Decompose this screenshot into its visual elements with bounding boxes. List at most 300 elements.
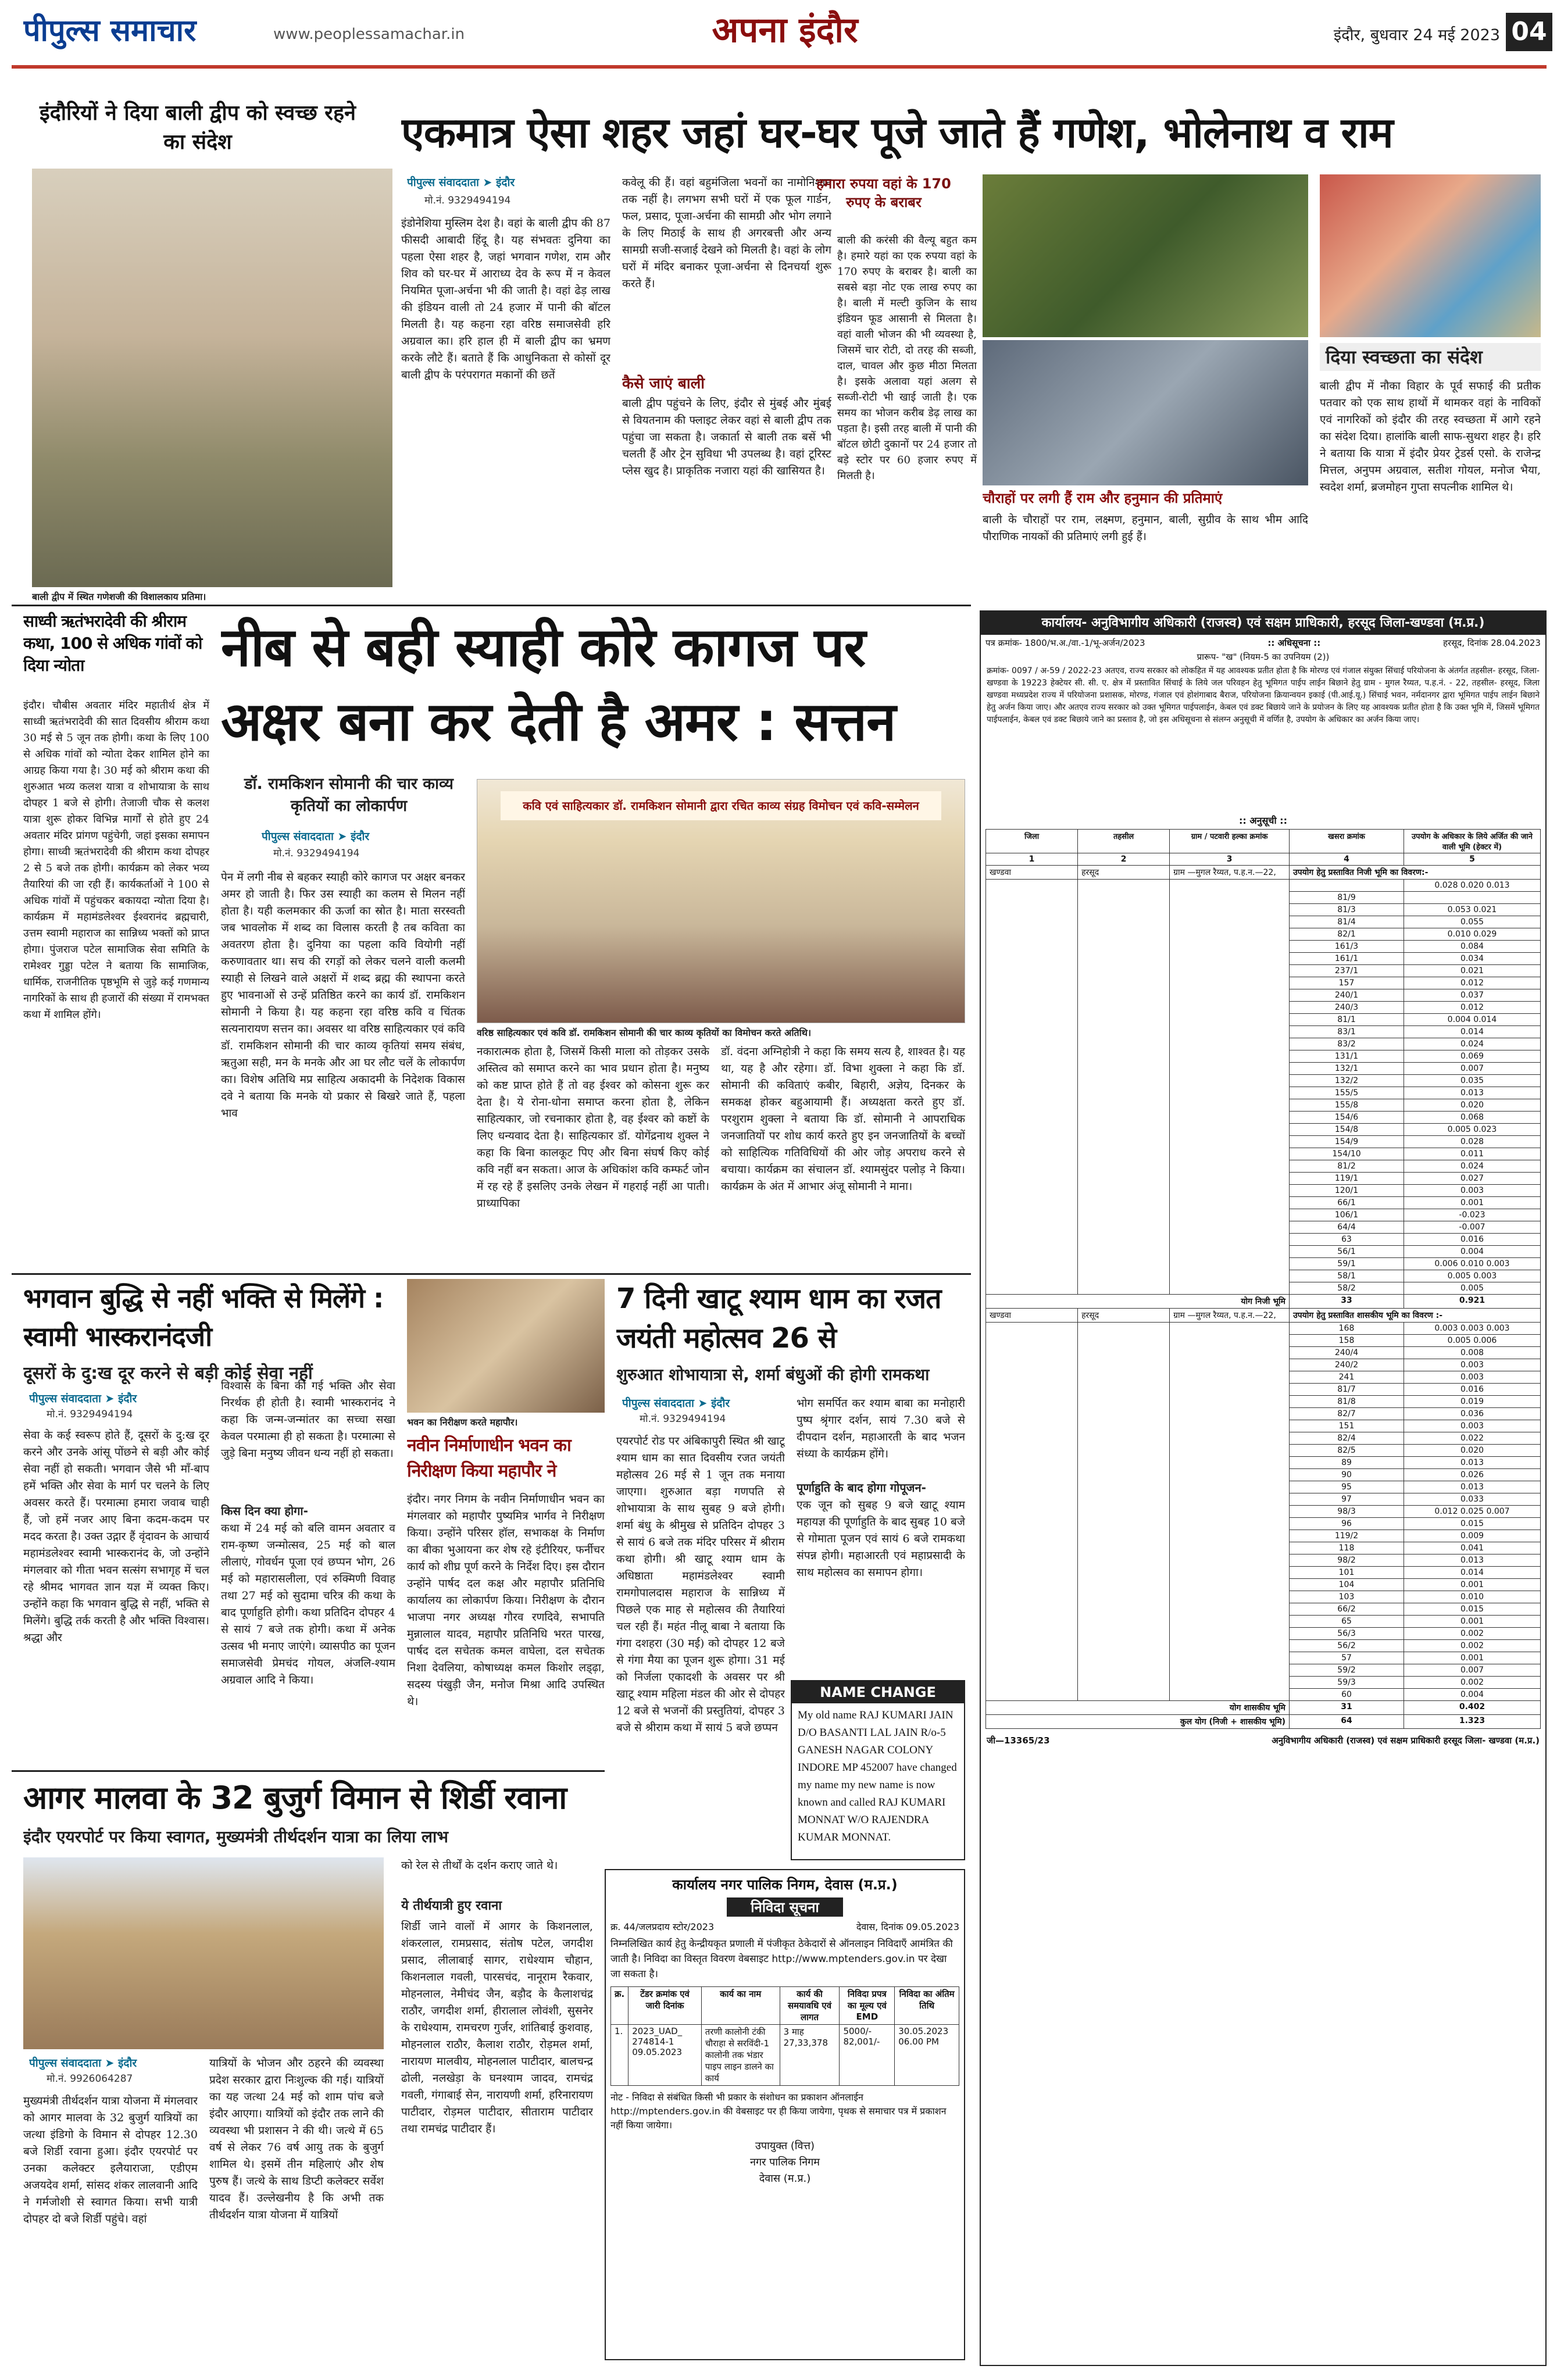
bhawan-photo-caption: भवन का निरीक्षण करते महापौर। <box>407 1417 518 1428</box>
schedule-empty <box>986 1420 1078 1432</box>
schedule-empty <box>986 1542 1078 1554</box>
schedule-row <box>986 880 1541 892</box>
nib-photo-banner: कवि एवं साहित्यकार डॉ. रामकिशन सोमानी द्वारा रचित काव्य संग्रह विमोचन एवं कवि-सम्मेलन <box>501 791 941 820</box>
schedule-area: 0.013 <box>1404 1554 1540 1567</box>
schedule-empty <box>986 1579 1078 1591</box>
schedule-area: 0.013 <box>1404 1457 1540 1469</box>
name-change-title: NAME CHANGE <box>792 1681 964 1703</box>
bhakti-sub: किस दिन क्या होगा- <box>221 1504 308 1518</box>
schedule-empty <box>986 1246 1078 1258</box>
schedule-empty <box>1170 1099 1290 1112</box>
bhakti-subhead: दूसरों के दु:ख दूर करने से बड़ी कोई सेवा नहीं <box>23 1363 313 1384</box>
bhakti-mobile: मो.नं. 9329494194 <box>47 1409 133 1420</box>
schedule-empty <box>1078 1432 1170 1445</box>
tender-intro: निम्नलिखित कार्य हेतु केन्द्रीयकृत प्रणाली में पंजीकृत ठेकेदारों से ऑनलाइन निविदाएँ आमंत्रित की जाती है। निविदा का विस्तृत विवरण वेबसाइट http://www.mptenders.gov.in पर देखा जा सकता है। <box>610 1938 953 1980</box>
schedule-area: 0.001 <box>1404 1579 1540 1591</box>
schedule-row <box>986 1359 1541 1371</box>
schedule-grand-count: 64 <box>1290 1715 1404 1729</box>
schedule-row <box>986 904 1541 916</box>
schedule-empty <box>986 1014 1078 1026</box>
schedule-area: 0.035 <box>1404 1075 1540 1087</box>
schedule-colnum: 1 <box>986 853 1078 866</box>
schedule-empty <box>1078 916 1170 928</box>
nib-col2: नकारात्मक होता है, जिसमें किसी माला को तोड़कर उसके अस्तित्व को समाप्त करने का भाव प्रधान होता है। मनुष्य को कष्ट प्राप्त होते हैं तो वह ईश्वर को कोसना शुरू कर देता है। ये रोना-धोना समाप्त करना होता है, लेकिन साहित्यकार, जो रचनाकार होता है, वह ईश्वर को कष्टों के लिए धन्यवाद देता है। साहित्यकार डॉ. योगेंद्रनाथ शुक्ल ने कहा कि बिना कालकूट पिए और बिना संघर्ष किए कोई कवि नहीं बन सकता। आज के अधिकांश कवि कम्फर्ट जोन में रह रहे हैं इसलिए उनके लेखन में गहराई नहीं आ पाती। प्राध्यापिका <box>477 1045 709 1210</box>
schedule-grid <box>985 829 1541 1729</box>
schedule-empty <box>1078 1652 1170 1664</box>
shirdi-col3b: शिर्डी जाने वालों में आगर के किशनलाल, शंकरलाल, रामप्रसाद, संतोष पटेल, जगदीश प्रसाद, लीलाबाई सागर, राधेश्याम चौहान, किशनलाल गवली, पारसचंद, नानूराम रैकवार, मोहनलाल, नेमीचंद जैन, बड़ौद के कैलाशचंद्र राठौर, जगदीश शर्मा, हीरालाल लोवंशी, सुसनेर के राधेश्याम, रामचरण गुर्जर, शांतिबाई कुशवाह, मोहनलाल राठौर, कैलाश राठौर, रोड़मल शर्मा, नारायण मालवीय, मोहनलाल पाटीदार, बालचन्द्र ढोली, नलखेड़ा के घनश्याम जादव, रामचंद्र गवली, गंगाबाई सेन, नारायणी शर्मा, हरिनारायण पाटीदार, रोड़मल पाटीदार, सीताराम पाटीदार तथा रामचंद्र पाटीदार हैं। <box>401 1920 593 2135</box>
schedule-empty <box>986 989 1078 1002</box>
shirdi-mobile: मो.नं. 9926064287 <box>47 2073 133 2085</box>
tender-header: निविदा प्रपत्र का मूल्य एवं EMD <box>840 1987 895 2025</box>
legal-notice-title: :: अधिसूचना :: <box>1267 638 1321 648</box>
schedule-empty <box>1078 1603 1170 1616</box>
schedule-area: 0.013 <box>1404 1087 1540 1099</box>
schedule-empty <box>1170 1014 1290 1026</box>
schedule-khasra: 106/1 <box>1290 1209 1404 1221</box>
bhawan-headline: नवीन निर्माणाधीन भवन का निरीक्षण किया महापौर ने <box>407 1435 571 1481</box>
shirdi-headline: आगर मालवा के 32 बुजुर्ग विमान से शिर्डी रवाना <box>23 1779 567 1816</box>
schedule-header: ग्राम / पटवारी हल्का क्रमांक <box>1170 830 1290 853</box>
schedule-area: 0.005 0.003 <box>1404 1270 1540 1282</box>
schedule-area: 0.068 <box>1404 1112 1540 1124</box>
schedule-khasra: 154/10 <box>1290 1148 1404 1160</box>
schedule-empty <box>1078 1124 1170 1136</box>
schedule-empty <box>1170 1628 1290 1640</box>
schedule-khasra: 161/1 <box>1290 953 1404 965</box>
schedule-empty <box>1170 1384 1290 1396</box>
schedule-area <box>1404 892 1540 904</box>
schedule-area: 0.027 <box>1404 1173 1540 1185</box>
schedule-empty <box>1078 1445 1170 1457</box>
side-title: दिया स्वच्छता का संदेश <box>1320 343 1541 371</box>
schedule-empty <box>1078 1112 1170 1124</box>
schedule-khasra: 120/1 <box>1290 1185 1404 1197</box>
schedule-empty <box>1078 1099 1170 1112</box>
schedule-row <box>986 1432 1541 1445</box>
schedule-area: 0.028 0.020 0.013 <box>1404 880 1540 892</box>
schedule-tehsil: हरसूद <box>1078 1309 1170 1323</box>
schedule-empty <box>1170 1677 1290 1689</box>
schedule-khasra: 132/2 <box>1290 1075 1404 1087</box>
schedule-empty <box>1078 1234 1170 1246</box>
schedule-khasra: 119/1 <box>1290 1173 1404 1185</box>
schedule-grand-label: कुल योग (निजी + शासकीय भूमि) <box>986 1715 1290 1729</box>
tender-cell: 1. <box>611 2025 628 2086</box>
schedule-empty <box>986 1445 1078 1457</box>
schedule-empty <box>986 1087 1078 1099</box>
schedule-village: ग्राम —मुगल रैय्यत, प.ह.न.—22, <box>1170 1309 1290 1323</box>
schedule-empty <box>986 1270 1078 1282</box>
schedule-empty <box>1170 1173 1290 1185</box>
schedule-empty <box>986 892 1078 904</box>
bhawan-body: इंदौर। नगर निगम के नवीन निर्माणाधीन भवन का मंगलवार को महापौर पुष्यमित्र भार्गव ने निरीक्षण किया। उन्होंने परिसर हॉल, सभाकक्ष के निर्माण का बीका भुआयना कर शेष रहे इंटीरियर, फर्नीचर कार्य को शीघ्र पूर्ण करने के निर्देश दिए। इस दौरान उन्होंने पार्षद दल कक्ष और महापौर प्रतिनिधि कार्यालय का लोकार्पण किया। निरीक्षण के दौरान भाजपा नगर अध्यक्ष गौरव रणदिवे, सभापति मुन्नालाल यादव, महापौर प्रतिनिधि भरत पारख, पार्षद दल सचेतक कमल वाघेला, दल सचेतक निशा देवलिया, कोषाध्यक्ष कमल किशोर लड्ढ़ा, सदस्य पंखुड़ी जैन, मनोज मिश्रा आदि उपस्थित थे। <box>407 1493 605 1708</box>
schedule-khasra: 64/4 <box>1290 1221 1404 1234</box>
schedule-row <box>986 1347 1541 1359</box>
schedule-khasra: 155/5 <box>1290 1087 1404 1099</box>
bali-byline: पीपुल्स संवाददाता ➤ इंदौर <box>407 176 515 189</box>
schedule-khasra: 56/2 <box>1290 1640 1404 1652</box>
legal-date: हरसूद, दिनांक 28.04.2023 <box>1443 638 1541 648</box>
schedule-empty <box>1078 1469 1170 1481</box>
bhakti-headline: भगवान बुद्धि से नहीं भक्ति से मिलेंगे : स्वामी भास्करानंदजी <box>23 1282 384 1352</box>
schedule-area: 0.024 <box>1404 1038 1540 1050</box>
schedule-empty <box>1170 1075 1290 1087</box>
schedule-empty <box>986 1347 1078 1359</box>
schedule-khasra: 58/2 <box>1290 1282 1404 1295</box>
schedule-khasra: 82/5 <box>1290 1445 1404 1457</box>
schedule-empty <box>986 1075 1078 1087</box>
schedule-khasra: 90 <box>1290 1469 1404 1481</box>
tender-subtitle: निविदा सूचना <box>727 1897 843 1917</box>
schedule-khasra: 98/2 <box>1290 1554 1404 1567</box>
schedule-empty <box>1170 1258 1290 1270</box>
schedule-area: 0.022 <box>1404 1432 1540 1445</box>
schedule-empty <box>986 1689 1078 1701</box>
brand-logo <box>23 10 291 57</box>
schedule-part-row <box>986 866 1541 880</box>
bhakti-col2: विश्वास के बिना की गई भक्ति और सेवा निरर्थक ही होती है। स्वामी भास्करानंद ने कहा कि जन्म-जन्मांतर का सच्चा सखा केवल परमात्मा ही हो सकता है। परमात्मा से जुड़े बिना मनुष्य जीवन धन्य नहीं हो सकता। <box>221 1380 395 1460</box>
schedule-khasra: 240/2 <box>1290 1359 1404 1371</box>
legal-sign: अनुविभागीय अधिकारी (राजस्व) एवं सक्षम प्राधिकारी हरसूद जिला- खण्डवा (म.प्र.) <box>1272 1735 1540 1746</box>
schedule-empty <box>1170 1518 1290 1530</box>
schedule-khasra: 158 <box>1290 1335 1404 1347</box>
schedule-part-row <box>986 1309 1541 1323</box>
schedule-area: 0.037 <box>1404 989 1540 1002</box>
schedule-empty <box>1078 1542 1170 1554</box>
tender-header-row <box>611 1987 959 2025</box>
shirdi-col1: मुख्यमंत्री तीर्थदर्शन यात्रा योजना में मंगलवार को आगर मालवा के 32 बुजुर्ग यात्रियों का जत्था इंडिगो के विमान से दोपहर 12.30 बजे शिर्डी रवाना हुआ। इंदौर एयरपोर्ट पर उनका कलेक्टर इलैयाराजा, एडीएम अजयदेव शर्मा, सांसद शंकर लालवानी आदि ने गर्मजोशी से स्वागत किया। सभी यात्री दोपहर दो बजे शिर्डी पहुंचे। वहां <box>23 2095 198 2225</box>
schedule-row <box>986 1087 1541 1099</box>
tender-sign1: उपायुक्त (वित्त) <box>755 2140 815 2152</box>
schedule-row <box>986 1112 1541 1124</box>
schedule-khasra: 240/4 <box>1290 1347 1404 1359</box>
schedule-colnum-row <box>986 853 1541 866</box>
schedule-khasra: 154/6 <box>1290 1112 1404 1124</box>
schedule-empty <box>1170 1591 1290 1603</box>
tender-ref: क्र. 44/जलप्रदाय स्टोर/2023 <box>610 1921 715 1932</box>
legal-ref: पत्र क्रमांक- 1800/भ.अ./वा.-1/भू-अर्जन/2023 <box>985 638 1145 648</box>
schedule-colnum: 4 <box>1290 853 1404 866</box>
schedule-row <box>986 1221 1541 1234</box>
legal-notice <box>980 610 1547 2366</box>
schedule-row <box>986 1420 1541 1432</box>
schedule-empty <box>986 1530 1078 1542</box>
schedule-khasra: 157 <box>1290 977 1404 989</box>
schedule-row <box>986 1258 1541 1270</box>
schedule-khasra: 81/2 <box>1290 1160 1404 1173</box>
schedule-area: 0.024 <box>1404 1160 1540 1173</box>
schedule-area: 0.015 <box>1404 1518 1540 1530</box>
schedule-empty <box>986 1518 1078 1530</box>
schedule-empty <box>1170 1026 1290 1038</box>
nib-col3: डॉ. वंदना अग्निहोत्री ने कहा कि समय सत्य है, शाश्वत है। यह था, यह है और रहेगा। डॉ. विभा शुक्ला ने कहा कि डॉ. सोमानी की कविताएं कबीर, बिहारी, अज्ञेय, दिनकर के समकक्ष होकर बहुआयामी हैं। अध्यक्षता करते हुए डॉ. परशुराम शुक्ला ने बताया कि डॉ. सोमानी ने आपराधिक जनजातियों पर शोध कार्य करते हुए इन जनजातियों के बच्चों को साहित्यिक गतिविधियों की ओर जोड़ अपराध करने से बचाया। कार्यक्रम का संचालन डॉ. श्यामसुंदर पलोड़ ने किया। कार्यक्रम के अंत में आभार अंजू सोमानी ने माना। <box>721 1045 965 1193</box>
schedule-empty <box>1170 1323 1290 1335</box>
schedule-total-row <box>986 1701 1541 1715</box>
schedule-grand-row <box>986 1715 1541 1729</box>
schedule-empty <box>1170 1185 1290 1197</box>
schedule-row <box>986 1445 1541 1457</box>
schedule-empty <box>1170 1469 1290 1481</box>
schedule-area: 0.012 <box>1404 977 1540 989</box>
schedule-empty <box>986 1481 1078 1493</box>
schedule-area: 0.055 <box>1404 916 1540 928</box>
schedule-empty <box>1170 965 1290 977</box>
schedule-empty <box>1170 928 1290 941</box>
schedule-khasra: 237/1 <box>1290 965 1404 977</box>
schedule-row <box>986 892 1541 904</box>
schedule-row <box>986 1075 1541 1087</box>
schedule-empty <box>986 1050 1078 1063</box>
schedule-area: 0.003 <box>1404 1371 1540 1384</box>
schedule-khasra: 59/1 <box>1290 1258 1404 1270</box>
schedule-area: 0.041 <box>1404 1542 1540 1554</box>
tender-row <box>611 2025 959 2086</box>
schedule-area: 0.005 0.023 <box>1404 1124 1540 1136</box>
tender-cell: 30.05.2023 06.00 PM <box>895 2025 959 2086</box>
schedule-area: 0.002 <box>1404 1628 1540 1640</box>
schedule-empty <box>1078 1282 1170 1295</box>
schedule-empty <box>1170 1506 1290 1518</box>
schedule-area: 0.016 <box>1404 1384 1540 1396</box>
schedule-empty <box>1170 916 1290 928</box>
schedule-row <box>986 1246 1541 1258</box>
schedule-empty <box>1170 1554 1290 1567</box>
schedule-total-row <box>986 1295 1541 1309</box>
schedule-empty <box>1170 1408 1290 1420</box>
schedule-empty <box>986 1384 1078 1396</box>
schedule-empty <box>1170 1148 1290 1160</box>
schedule-empty <box>1078 1014 1170 1026</box>
schedule-area: 0.036 <box>1404 1408 1540 1420</box>
schedule-khasra: 60 <box>1290 1689 1404 1701</box>
schedule-row <box>986 1099 1541 1112</box>
schedule-header: तहसील <box>1078 830 1170 853</box>
tender-notice <box>605 1869 965 2360</box>
schedule-empty <box>986 1469 1078 1481</box>
tender-sign2: नगर पालिक निगम <box>749 2156 820 2168</box>
schedule-row <box>986 1197 1541 1209</box>
schedule-khasra: 154/9 <box>1290 1136 1404 1148</box>
schedule-row <box>986 1173 1541 1185</box>
schedule-empty <box>986 1002 1078 1014</box>
schedule-khasra: 240/3 <box>1290 1002 1404 1014</box>
schedule-colnum: 3 <box>1170 853 1290 866</box>
schedule-empty <box>1078 1530 1170 1542</box>
schedule-empty <box>986 916 1078 928</box>
schedule-empty <box>1078 1493 1170 1506</box>
ganesh-photo <box>32 169 392 587</box>
schedule-empty <box>1170 1640 1290 1652</box>
schedule-khasra: 101 <box>1290 1567 1404 1579</box>
schedule-empty <box>986 880 1078 892</box>
schedule-empty <box>1078 1323 1170 1335</box>
schedule-empty <box>1170 1493 1290 1506</box>
nib-byline: पीपुल्स संवाददाता ➤ इंदौर <box>262 830 370 843</box>
bali-col1: इंडोनेशिया मुस्लिम देश है। वहां के बाली द्वीप की 87 फीसदी आबादी हिंदू है। यह संभवतः दुनिया का पहला ऐसा शहर है, जहां भगवान गणेश, राम और शिव को घर-घर में आराध्य देव के रूप में न केवल नियमित पूजा-अर्चना भी की जाती है। वहां ढेड़ लाख की इंडियन वाली तो 24 हजार में पानी की बॉटल मिलती है। यह कहना रहा वरिष्ठ समाजसेवी हरि अग्रवाल का। हरि हाल ही में बाली द्वीप का भ्रमण करके लौटे हैं। बताते हैं कि आधुनिकता से कोसों दूर बाली द्वीप के परंपरागत मकानों की छतें <box>401 217 610 381</box>
schedule-area: 0.026 <box>1404 1469 1540 1481</box>
schedule-empty <box>986 1493 1078 1506</box>
schedule-row <box>986 1616 1541 1628</box>
schedule-row <box>986 1579 1541 1591</box>
schedule-khasra: 154/8 <box>1290 1124 1404 1136</box>
schedule-empty <box>1170 977 1290 989</box>
schedule-total-count: 31 <box>1290 1701 1404 1715</box>
schedule-empty <box>1078 1258 1170 1270</box>
schedule-area: 0.005 <box>1404 1282 1540 1295</box>
schedule-row <box>986 1518 1541 1530</box>
schedule-empty <box>986 1258 1078 1270</box>
tender-cell: 5000/- 82,001/- <box>840 2025 895 2086</box>
schedule-empty <box>1170 1038 1290 1050</box>
katha-headline: साध्वी ऋतंभरादेवी की श्रीराम कथा, 100 से अधिक गांवों को दिया न्योता <box>23 612 202 675</box>
schedule-khasra: 81/3 <box>1290 904 1404 916</box>
schedule-empty <box>1078 1209 1170 1221</box>
schedule-empty <box>986 1209 1078 1221</box>
schedule-empty <box>986 1603 1078 1616</box>
tender-table <box>610 1986 959 2086</box>
schedule-area: 0.003 0.003 0.003 <box>1404 1323 1540 1335</box>
schedule-area: 0.001 <box>1404 1616 1540 1628</box>
schedule-row <box>986 953 1541 965</box>
schedule-khasra: 83/2 <box>1290 1038 1404 1050</box>
schedule-empty <box>1170 1112 1290 1124</box>
tender-cell: 3 माह 27,33,378 <box>780 2025 840 2086</box>
schedule-district: खण्डवा <box>986 866 1078 880</box>
tender-sign3: देवास (म.प्र.) <box>759 2172 811 2185</box>
schedule-khasra: 95 <box>1290 1481 1404 1493</box>
khatu-byline: पीपुल्स संवाददाता ➤ इंदौर <box>622 1397 730 1410</box>
nib-photo <box>477 779 965 1023</box>
schedule-empty <box>986 1396 1078 1408</box>
khatu-headline: 7 दिनी खाटू श्याम धाम का रजत जयंती महोत्सव 26 से <box>616 1282 941 1355</box>
katha-body: इंदौर। चौबीस अवतार मंदिर महातीर्थ क्षेत्र में साध्वी ऋतंभरादेवी की सात दिवसीय श्रीराम कथा 30 मई से 5 जून तक होगी। कथा के लिए 100 से अधिक गांवों को न्योता देकर शामिल होने का आग्रह किया गया है। 30 मई को श्रीराम कथा की शुरुआत भव्य कलश यात्रा व शोभायात्रा के साथ दोपहर 1 बजे से होगी। तेजाजी चौक से कलश यात्रा शुरू होकर विभिन्न मार्गों से होते हुए 24 अवतार मंदिर प्रांगण पहुंचेगी, जहां इसका समापन होगा। साध्वी ऋतंभरादेवी की श्रीराम कथा दोपहर 2 से 5 बजे तक होगी। कार्यक्रम को लेकर भव्य तैयारियां की जा रही हैं। कार्यकर्ताओं ने 100 से अधिक गांवों में पहुंचकर बकायदा न्योता दिया है। कार्यक्रम में महामंडलेश्वर ईश्वरानंद ब्रह्मचारी, उत्तम स्वामी महाराज का सान्निध्य भक्तों को प्राप्त होगा। पुंजराज पटेल सामाजिक सेवा समिति के रामेश्वर गुड्डा पटेल ने बताया कि सामाजिक, धार्मिक, राजनीतिक पृष्ठभूमि से जुड़े कई गणमान्य नागरिकों के साथ ही हजारों की संख्या में रामभक्त कथा में शामिल होंगे। <box>23 699 209 1021</box>
schedule-empty <box>1170 1335 1290 1347</box>
schedule-area: 0.006 0.010 0.003 <box>1404 1258 1540 1270</box>
schedule-empty <box>986 1457 1078 1469</box>
khatu-col2: भोग समर्पित कर श्याम बाबा का मनोहारी पुष्प श्रृंगार दर्शन, सायं 7.30 बजे से दीपदान दर्शन, महाआरती के बाद भजन संध्या के कार्यक्रम होंगे। <box>797 1397 965 1460</box>
schedule-khasra: 131/1 <box>1290 1050 1404 1063</box>
schedule-empty <box>1170 1124 1290 1136</box>
masthead <box>0 0 1557 64</box>
shirdi-byline: पीपुल्स संवाददाता ➤ इंदौर <box>29 2057 137 2070</box>
schedule-row <box>986 1554 1541 1567</box>
schedule-empty <box>986 1038 1078 1050</box>
schedule-empty <box>1170 1221 1290 1234</box>
schedule-empty <box>1078 1347 1170 1359</box>
legal-schedule-title: :: अनुसूची :: <box>1239 815 1287 826</box>
section-title: अपना इंदौर <box>712 10 858 51</box>
schedule-empty <box>986 1640 1078 1652</box>
schedule-empty <box>1078 1063 1170 1075</box>
schedule-empty <box>1170 880 1290 892</box>
schedule-empty <box>986 1185 1078 1197</box>
schedule-empty <box>1078 1148 1170 1160</box>
khatu-subhead: शुरुआत शोभायात्रा से, शर्मा बंधुओं की होगी रामकथा <box>616 1365 930 1384</box>
schedule-khasra: 57 <box>1290 1652 1404 1664</box>
schedule-row <box>986 1124 1541 1136</box>
schedule-empty <box>1170 1063 1290 1075</box>
schedule-empty <box>1170 1445 1290 1457</box>
schedule-row <box>986 1014 1541 1026</box>
schedule-area: 0.016 <box>1404 1234 1540 1246</box>
schedule-row <box>986 1506 1541 1518</box>
schedule-empty <box>1078 1677 1170 1689</box>
schedule-part-title: उपयोग हेतु प्रस्तावित शासकीय भूमि का विवरण :- <box>1290 1309 1541 1323</box>
schedule-area: 0.001 <box>1404 1197 1540 1209</box>
schedule-grand-total: 1.323 <box>1404 1715 1540 1729</box>
schedule-row <box>986 1677 1541 1689</box>
schedule-row <box>986 1640 1541 1652</box>
schedule-area: 0.005 0.006 <box>1404 1335 1540 1347</box>
schedule-empty <box>986 1173 1078 1185</box>
schedule-empty <box>986 1323 1078 1335</box>
schedule-empty <box>986 1221 1078 1234</box>
schedule-row <box>986 977 1541 989</box>
schedule-empty <box>1170 1579 1290 1591</box>
tender-note: नोट - निविदा से संबंधित किसी भी प्रकार के संशोधन का प्रकाशन ऑनलाईन http://mptenders.gov.in की वेबसाइट पर ही किया जायेगा, पृथक से समाचार पत्र में प्रकाशन नहीं किया जायेगा। <box>610 2092 947 2131</box>
schedule-khasra: 118 <box>1290 1542 1404 1554</box>
schedule-khasra <box>1290 880 1404 892</box>
schedule-empty <box>1170 1371 1290 1384</box>
schedule-area: 0.020 <box>1404 1099 1540 1112</box>
schedule-empty <box>1170 1420 1290 1432</box>
schedule-total-count: 33 <box>1290 1295 1404 1309</box>
schedule-row <box>986 1270 1541 1282</box>
schedule-khasra: 103 <box>1290 1591 1404 1603</box>
schedule-khasra: 161/3 <box>1290 941 1404 953</box>
dateline: इंदौर, बुधवार 24 मई 2023 <box>1333 26 1500 44</box>
schedule-empty <box>1170 1457 1290 1469</box>
schedule-empty <box>1078 1457 1170 1469</box>
schedule-area: 0.020 <box>1404 1445 1540 1457</box>
schedule-empty <box>1170 1481 1290 1493</box>
schedule-empty <box>986 1148 1078 1160</box>
schedule-row <box>986 965 1541 977</box>
nib-headline: नीब से बही स्याही कोरे कागज पर अक्षर बना कर देती है अमर : सत्तन <box>221 616 896 753</box>
schedule-empty <box>986 1506 1078 1518</box>
schedule-part-title: उपयोग हेतु प्रस्तावित निजी भूमि का विवरण:- <box>1290 866 1541 880</box>
schedule-empty <box>986 1124 1078 1136</box>
schedule-empty <box>986 1567 1078 1579</box>
schedule-district: खण्डवा <box>986 1309 1078 1323</box>
schedule-empty <box>1170 1050 1290 1063</box>
schedule-row <box>986 1481 1541 1493</box>
bali-col3: बाली की करंसी की वैल्यू बहुत कम है। हमारे यहां का एक रुपया वहां के 170 रुपए के बराबर है। बाली का सबसे बड़ा नोट एक लाख रुपए का है। बाली में मल्टी कुजिन के साथ इंडियन फूड आसानी से मिलता है। वहां वाली भोजन की भी व्यवस्था है, जिसमें चार रोटी, दो तरह की सब्जी, दाल, चावल और कुछ मीठा मिलता है। इसके अलावा यहां अलग से सब्जी-रोटी भी खाई जाती है। एक समय का भोजन करीब डेढ़ लाख का पड़ता है। इसी तरह बाली में पानी की बॉटल छोटी दुकानों पर 24 हजार तो बड़े स्टोर पर 60 हजार रुपए में मिलती है। <box>837 234 977 482</box>
schedule-empty <box>986 953 1078 965</box>
website: www.peoplessamachar.in <box>273 26 465 43</box>
schedule-khasra: 82/1 <box>1290 928 1404 941</box>
schedule-empty <box>986 1099 1078 1112</box>
schedule-empty <box>986 1628 1078 1640</box>
schedule-empty <box>1078 1246 1170 1258</box>
bhakti-col1: सेवा के कई स्वरूप होते हैं, दूसरों के दु:ख दूर करने और उनके आंसू पोंछने से बड़ी और कोई सेवा नहीं हो सकती। भगवान जैसे भी माँ-बाप हमें भक्ति और सेवा के मार्ग पर चलने के लिए अवसर करते हैं। परमात्मा हमारा जवाब चाही हैं, जो हमें नजर आए बिना कदम-कदम पर मदद करता है। उक्त उद्गार हैं वृंदावन के आचार्य महामंडलेश्वर स्वामी भास्करानंद के, जो उन्होंने मंगलवार को गीता भवन सत्संग सभागृह में चल रहे श्रीमद भागवत ज्ञान यज्ञ में व्यक्त किए। उन्होंने कहा कि भगवान बुद्धि से नहीं, भक्ति से मिलेंगे। बुद्धि तर्क करती है और भक्ति विश्वास। श्रद्धा और <box>23 1429 209 1644</box>
schedule-empty <box>1078 1002 1170 1014</box>
schedule-area: 0.015 <box>1404 1603 1540 1616</box>
schedule-empty <box>986 1432 1078 1445</box>
schedule-row <box>986 1002 1541 1014</box>
schedule-table <box>985 829 1541 1729</box>
schedule-area: 0.003 <box>1404 1420 1540 1432</box>
schedule-empty <box>986 904 1078 916</box>
nib-subhead: डॉ. रामकिशन सोमानी की चार काव्य कृतियों का लोकार्पण <box>244 775 453 815</box>
schedule-area: 0.007 <box>1404 1063 1540 1075</box>
schedule-empty <box>1170 989 1290 1002</box>
schedule-empty <box>986 1554 1078 1567</box>
schedule-khasra: 97 <box>1290 1493 1404 1506</box>
schedule-area: 0.053 0.021 <box>1404 904 1540 916</box>
schedule-area: 0.004 0.014 <box>1404 1014 1540 1026</box>
schedule-empty <box>1170 892 1290 904</box>
